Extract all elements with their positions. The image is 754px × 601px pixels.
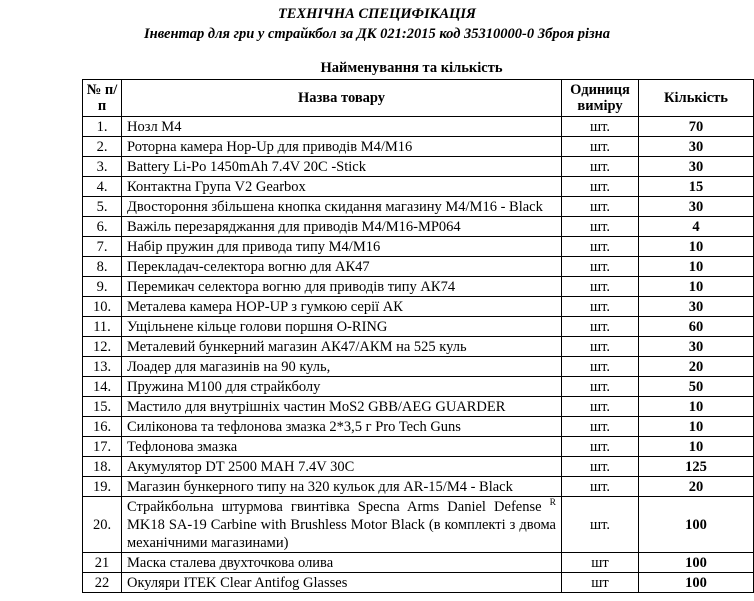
item-unit: шт bbox=[562, 573, 639, 593]
item-name: Мастило для внутрішніх частин MoS2 GBB/AEG GUARDER bbox=[122, 397, 562, 417]
table-row bbox=[83, 437, 754, 457]
item-name: Роторна камера Hop-Up для приводів М4/М16 bbox=[122, 137, 562, 157]
row-number: 22 bbox=[83, 573, 122, 593]
item-quantity: 10 bbox=[639, 257, 754, 277]
table-row bbox=[83, 277, 754, 297]
item-unit: шт. bbox=[562, 277, 639, 297]
row-number: 7. bbox=[83, 237, 122, 257]
title-block bbox=[0, 0, 754, 43]
table-header-row bbox=[83, 80, 754, 117]
item-name: Battery Li-Po 1450mAh 7.4V 20C -Stick bbox=[122, 157, 562, 177]
item-name: Двостороння збільшена кнопка скидання магазину М4/М16 - Black bbox=[122, 197, 562, 217]
item-name: Ущільнене кільце голови поршня O-RING bbox=[122, 317, 562, 337]
table-row bbox=[83, 117, 754, 137]
item-name: Силіконова та тефлонова змазка 2*3,5 г Pro Tech Guns bbox=[122, 417, 562, 437]
item-quantity: 10 bbox=[639, 437, 754, 457]
row-number: 4. bbox=[83, 177, 122, 197]
table-row bbox=[83, 357, 754, 377]
table-row bbox=[83, 377, 754, 397]
table-row bbox=[83, 417, 754, 437]
table-row bbox=[83, 457, 754, 477]
item-quantity: 20 bbox=[639, 357, 754, 377]
item-name: Пружина М100 для страйкболу bbox=[122, 377, 562, 397]
table-row bbox=[83, 397, 754, 417]
table-row bbox=[83, 553, 754, 573]
item-name: Тефлонова змазка bbox=[122, 437, 562, 457]
row-number: 6. bbox=[83, 217, 122, 237]
item-quantity: 30 bbox=[639, 157, 754, 177]
row-number: 11. bbox=[83, 317, 122, 337]
item-quantity: 30 bbox=[639, 337, 754, 357]
table-row bbox=[83, 197, 754, 217]
item-quantity: 30 bbox=[639, 137, 754, 157]
item-quantity: 30 bbox=[639, 197, 754, 217]
table-row bbox=[83, 297, 754, 317]
item-name: Нозл М4 bbox=[122, 117, 562, 137]
row-number: 5. bbox=[83, 197, 122, 217]
item-unit: шт. bbox=[562, 397, 639, 417]
item-unit: шт. bbox=[562, 137, 639, 157]
item-name: Важіль перезаряджання для приводів М4/М16-МР064 bbox=[122, 217, 562, 237]
item-unit: шт. bbox=[562, 417, 639, 437]
column-header-qty: Кількість bbox=[639, 80, 754, 117]
row-number: 14. bbox=[83, 377, 122, 397]
item-unit: шт. bbox=[562, 177, 639, 197]
item-quantity: 4 bbox=[639, 217, 754, 237]
item-name: Страйкбольна штурмова гвинтівка Specna Arms Daniel Defense $^R$ MK18 SA-19 Carbine with Brushless Motor Black (в комплекті з двома механічними магазинами) bbox=[122, 497, 562, 553]
item-unit: шт bbox=[562, 553, 639, 573]
row-number: 3. bbox=[83, 157, 122, 177]
row-number: 21 bbox=[83, 553, 122, 573]
table-heading: Найменування та кількість bbox=[320, 60, 503, 76]
item-name: Лоадер для магазинів на 90 куль, bbox=[122, 357, 562, 377]
item-unit: шт. bbox=[562, 197, 639, 217]
table-row bbox=[83, 573, 754, 593]
item-unit: шт. bbox=[562, 237, 639, 257]
table-row bbox=[83, 177, 754, 197]
item-name: Металева камера HOP-UP з гумкою серії АК bbox=[122, 297, 562, 317]
spec-table-body bbox=[83, 117, 754, 593]
item-quantity: 20 bbox=[639, 477, 754, 497]
table-row bbox=[83, 317, 754, 337]
item-quantity: 10 bbox=[639, 237, 754, 257]
row-number: 2. bbox=[83, 137, 122, 157]
item-unit: шт. bbox=[562, 297, 639, 317]
superscript-mark: R bbox=[549, 497, 556, 508]
item-quantity: 10 bbox=[639, 417, 754, 437]
item-quantity: 100 bbox=[639, 573, 754, 593]
spec-table bbox=[82, 79, 754, 593]
table-row bbox=[83, 157, 754, 177]
row-number: 10. bbox=[83, 297, 122, 317]
item-unit: шт. bbox=[562, 117, 639, 137]
item-unit: шт. bbox=[562, 437, 639, 457]
document-title: ТЕХНІЧНА СПЕЦИФІКАЦІЯ bbox=[277, 6, 477, 22]
item-quantity: 50 bbox=[639, 377, 754, 397]
column-header-num: № п/п bbox=[83, 80, 122, 117]
item-name: Металевий бункерний магазин АК47/АКМ на 525 куль bbox=[122, 337, 562, 357]
row-number: 9. bbox=[83, 277, 122, 297]
item-unit: шт. bbox=[562, 477, 639, 497]
item-unit: шт. bbox=[562, 457, 639, 477]
row-number: 8. bbox=[83, 257, 122, 277]
item-quantity: 30 bbox=[639, 297, 754, 317]
item-name: Перекладач-селектора вогню для АК47 bbox=[122, 257, 562, 277]
table-row bbox=[83, 257, 754, 277]
column-header-unit: Одиниця виміру bbox=[562, 80, 639, 117]
row-number: 13. bbox=[83, 357, 122, 377]
item-name: Набір пружин для привода типу М4/М16 bbox=[122, 237, 562, 257]
row-number: 16. bbox=[83, 417, 122, 437]
item-quantity: 10 bbox=[639, 277, 754, 297]
item-unit: шт. bbox=[562, 377, 639, 397]
item-unit: шт. bbox=[562, 497, 639, 553]
item-quantity: 100 bbox=[639, 553, 754, 573]
item-quantity: 10 bbox=[639, 397, 754, 417]
table-row bbox=[83, 497, 754, 553]
row-number: 18. bbox=[83, 457, 122, 477]
item-unit: шт. bbox=[562, 317, 639, 337]
item-quantity: 15 bbox=[639, 177, 754, 197]
row-number: 12. bbox=[83, 337, 122, 357]
item-unit: шт. bbox=[562, 157, 639, 177]
row-number: 1. bbox=[83, 117, 122, 137]
item-name: Магазин бункерного типу на 320 кульок для AR-15/М4 - Black bbox=[122, 477, 562, 497]
item-quantity: 70 bbox=[639, 117, 754, 137]
row-number: 17. bbox=[83, 437, 122, 457]
row-number: 15. bbox=[83, 397, 122, 417]
table-row bbox=[83, 337, 754, 357]
column-header-name: Назва товару bbox=[122, 80, 562, 117]
table-row bbox=[83, 217, 754, 237]
item-unit: шт. bbox=[562, 217, 639, 237]
item-quantity: 125 bbox=[639, 457, 754, 477]
document-subtitle: Інвентар для гри у страйкбол за ДК 021:2015 код 35310000-0 Зброя різна bbox=[144, 26, 610, 42]
item-unit: шт. bbox=[562, 257, 639, 277]
table-row bbox=[83, 477, 754, 497]
row-number: 20. bbox=[83, 497, 122, 553]
table-row bbox=[83, 237, 754, 257]
item-name: Контактна Група V2 Gearbox bbox=[122, 177, 562, 197]
row-number: 19. bbox=[83, 477, 122, 497]
item-unit: шт. bbox=[562, 357, 639, 377]
table-row bbox=[83, 137, 754, 157]
item-name: Перемикач селектора вогню для приводів типу АК74 bbox=[122, 277, 562, 297]
item-name: Акумулятор DT 2500 MAH 7.4V 30C bbox=[122, 457, 562, 477]
item-quantity: 60 bbox=[639, 317, 754, 337]
item-name: Маска сталева двухточкова олива bbox=[122, 553, 562, 573]
item-unit: шт. bbox=[562, 337, 639, 357]
item-name: Окуляри ITEK Clear Antifog Glasses bbox=[122, 573, 562, 593]
item-quantity: 100 bbox=[639, 497, 754, 553]
